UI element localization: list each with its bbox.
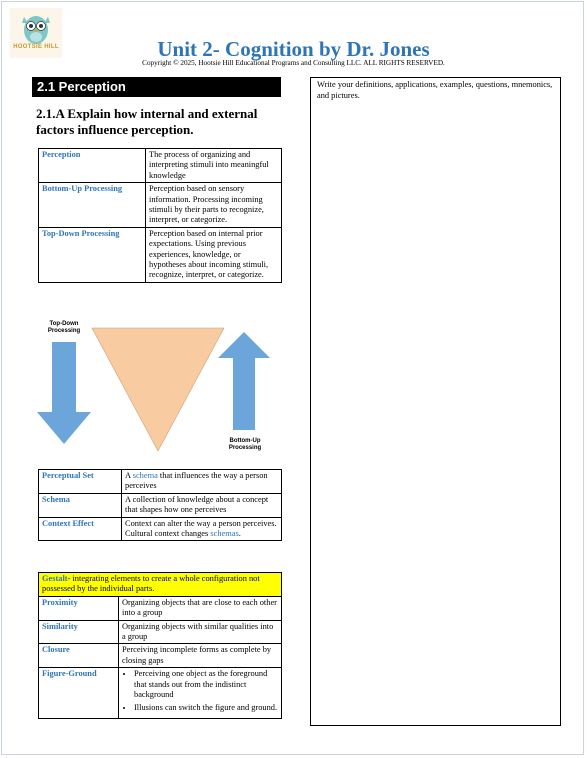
schema-highlight: schema — [132, 471, 158, 480]
section-heading: 2.1 Perception — [32, 77, 281, 97]
up-arrow-icon — [218, 332, 270, 430]
gestalt-header-row — [39, 573, 282, 597]
definition-cell: Perception based on internal prior expectations. Using previous experiences, knowledge, or hypotheses about incoming stimuli, recognize, interpret, or categorize. — [146, 227, 282, 282]
owl-logo-icon — [10, 8, 62, 58]
term-cell: Closure — [39, 644, 119, 668]
perceptual-set-table — [38, 469, 282, 541]
top-down-label: Top-Down Processing — [47, 321, 81, 334]
definition-cell: A collection of knowledge about a concept that shapes how one perceives — [122, 493, 282, 517]
term-cell: Proximity — [39, 596, 119, 620]
table-row — [39, 149, 282, 183]
table-row — [39, 183, 282, 228]
processing-diagram-graphic — [36, 318, 286, 458]
term-cell: Bottom-Up Processing — [39, 183, 146, 228]
bottom-up-label: Bottom-Up Processing — [228, 438, 262, 451]
definition-cell: Perceiving incomplete forms as complete by closing gaps — [119, 644, 282, 668]
term-cell: Perceptual Set — [39, 470, 122, 494]
table-row — [39, 517, 282, 541]
gestalt-table — [38, 572, 282, 719]
notes-instructions: Write your definitions, applications, examples, questions, mnemonics, and pictures. — [317, 80, 553, 100]
copyright-notice: Copyright © 2025, Hootsie Hill Educational Programs and Consulting LLC. ALL RIGHTS RESERVED. — [142, 59, 445, 67]
term-cell: Context Effect — [39, 517, 122, 541]
figure-ground-list — [122, 669, 278, 714]
page-title: Unit 2- Cognition by Dr. Jones — [157, 37, 430, 61]
gestalt-term: Gestalt — [42, 574, 68, 583]
definition-cell: Organizing objects that are close to each other into a group — [119, 596, 282, 620]
table-row — [39, 227, 282, 282]
term-cell: Similarity — [39, 620, 119, 644]
inverted-triangle-icon — [92, 328, 224, 451]
definition-cell: A schema that influences the way a person perceives — [122, 470, 282, 494]
table-row — [39, 668, 282, 719]
notes-box[interactable] — [310, 77, 561, 726]
term-cell: Top-Down Processing — [39, 227, 146, 282]
learning-objective: 2.1.A Explain how internal and external factors influence perception. — [36, 106, 258, 137]
term-cell: Schema — [39, 493, 122, 517]
down-arrow-icon — [37, 342, 91, 444]
table-row — [39, 596, 282, 620]
table-row — [39, 493, 282, 517]
list-item: • Illusions can switch the figure and ground. — [134, 703, 278, 713]
definition-cell: Perception based on sensory information. Processing incoming stimuli by their parts to recognize, interpret, or categorize. — [146, 183, 282, 228]
processing-diagram — [36, 318, 286, 458]
table-row — [39, 470, 282, 494]
gestalt-header-cell — [39, 573, 282, 597]
definition-cell: Context can alter the way a person perceives. Cultural context changes schemas. — [122, 517, 282, 541]
list-item: • Perceiving one object as the foreground that stands out from the indistinct background — [134, 669, 278, 700]
table-row — [39, 644, 282, 668]
logo-text: HOOTSIE HILL — [13, 44, 59, 50]
definition-cell: Organizing objects with similar qualities into a group — [119, 620, 282, 644]
gestalt-definition: - integrating elements to create a whole configuration not possessed by the individual parts. — [42, 574, 260, 594]
schemas-highlight: schemas — [210, 529, 239, 539]
term-cell: Figure-Ground — [39, 668, 119, 719]
table-row — [39, 620, 282, 644]
definition-cell — [119, 668, 282, 719]
definition-cell: The process of organizing and interpreting stimuli into meaningful knowledge — [146, 149, 282, 183]
term-cell: Perception — [39, 149, 146, 183]
processing-table — [38, 148, 282, 283]
